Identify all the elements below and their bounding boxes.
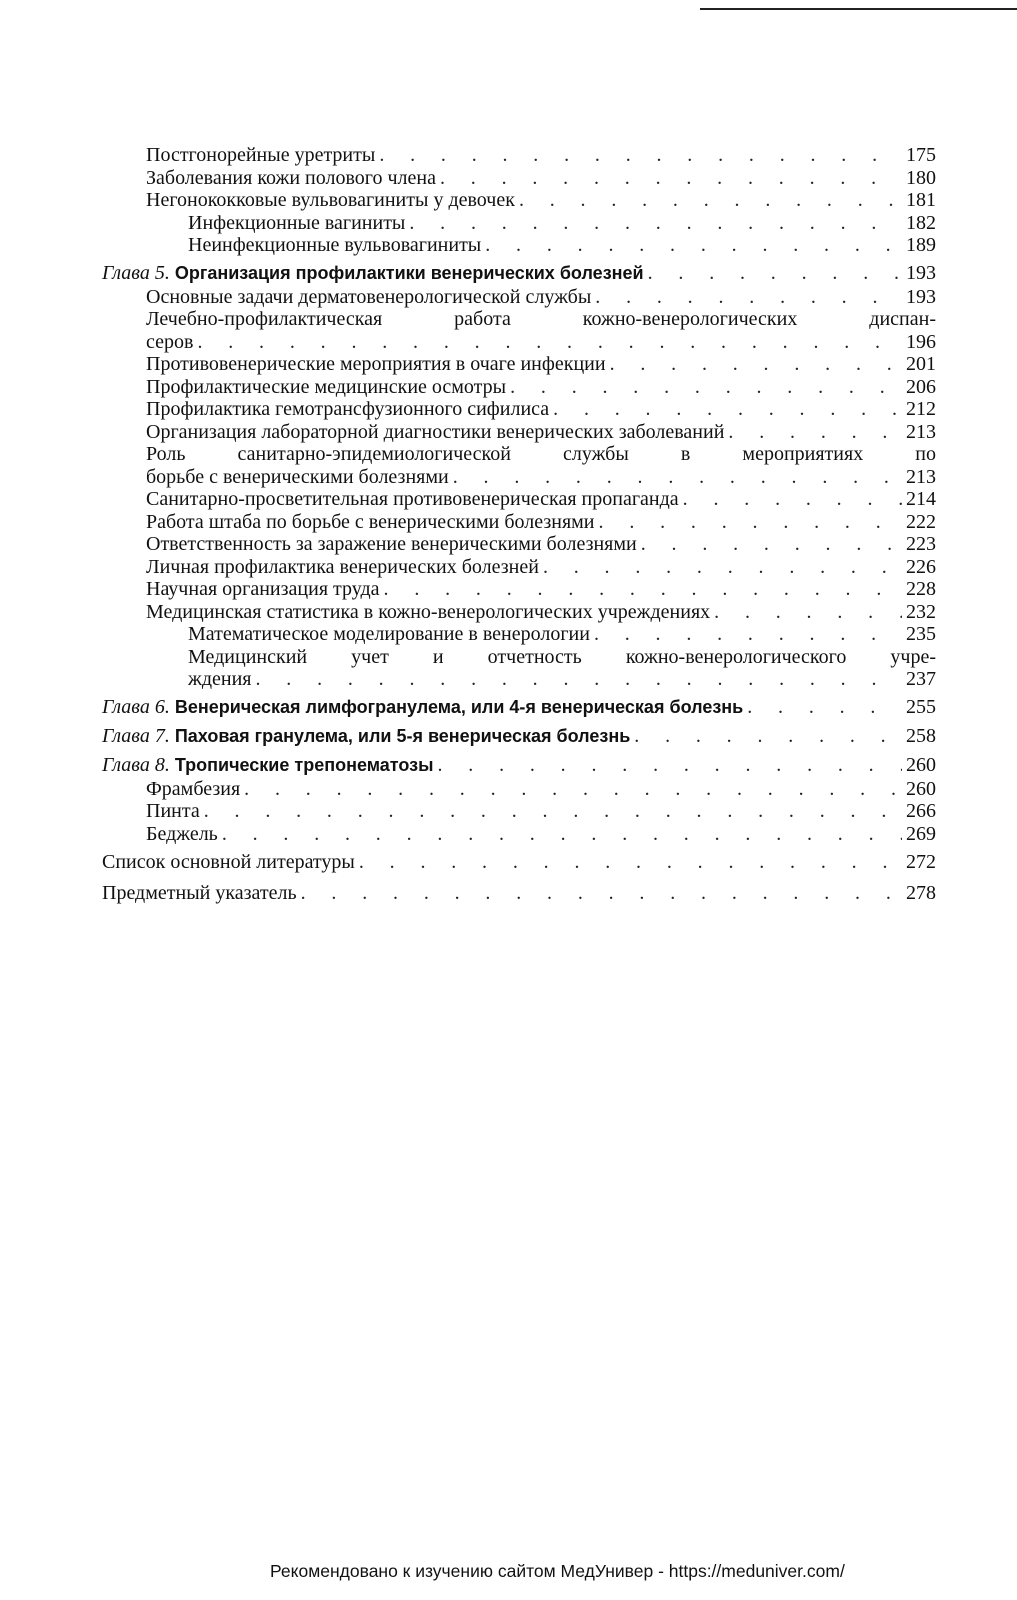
- toc-entry: [102, 167, 936, 190]
- dot-leader: [359, 849, 902, 876]
- table-of-contents: [102, 144, 936, 907]
- entry-title: Фрамбезия: [146, 777, 241, 800]
- toc-entry: [102, 578, 936, 601]
- entry-title: Ответственность за заражение венерическими болезнями: [146, 533, 637, 555]
- entry-title: Противовенерические мероприятия в очаге инфекции: [146, 353, 606, 375]
- toc-entry: [102, 189, 936, 212]
- entry-title: Беджель: [146, 822, 218, 845]
- page-number: 222: [906, 510, 936, 533]
- chapter-label: Глава 5.: [102, 261, 170, 284]
- chapter-label: Глава 8.: [102, 753, 170, 776]
- page-number: 228: [906, 578, 936, 600]
- toc-entry: [102, 353, 936, 376]
- dot-leader: [384, 578, 902, 601]
- page-number: 260: [906, 753, 936, 776]
- dot-leader: [599, 511, 902, 534]
- entry-title: Основные задачи дерматовенерологической службы: [146, 285, 592, 308]
- toc-entry: [102, 234, 936, 257]
- dot-leader: [553, 398, 902, 421]
- toc-entry: [102, 556, 936, 579]
- toc-entry: [102, 212, 936, 235]
- chapter-title: Паховая гранулема, или 5-я венерическая болезнь: [174, 725, 631, 746]
- dot-leader: [683, 488, 902, 511]
- toc-entry: [102, 601, 936, 624]
- page-number: 189: [906, 234, 936, 256]
- entry-title-line2: серов: [146, 330, 194, 353]
- dot-leader: [437, 753, 902, 778]
- page-number: 175: [906, 144, 936, 166]
- page-number: 182: [906, 211, 936, 234]
- page-number: 223: [906, 533, 936, 555]
- page-number: 196: [906, 330, 936, 353]
- toc-back-matter: [102, 849, 936, 876]
- dot-leader: [728, 421, 902, 444]
- dot-leader: [485, 234, 902, 257]
- page-number: 237: [906, 668, 936, 690]
- toc-chapter: [102, 753, 936, 778]
- page-number: 260: [906, 777, 936, 800]
- toc-entry: [102, 623, 936, 646]
- dot-leader: [222, 823, 902, 846]
- dot-leader: [197, 331, 902, 354]
- page-number: 235: [906, 623, 936, 645]
- entry-title: Организация лабораторной диагностики венерических заболеваний: [146, 420, 725, 443]
- footer-note: Рекомендовано к изучению сайтом МедУнивер - https://meduniver.com/: [270, 1561, 845, 1581]
- entry-title: Профилактические медицинские осмотры: [146, 375, 507, 398]
- entry-title: Научная организация труда: [146, 578, 380, 600]
- page-number: 258: [906, 724, 936, 747]
- toc-entry: [102, 443, 936, 488]
- entry-title: Работа штаба по борьбе с венерическими болезнями: [146, 510, 595, 533]
- toc-entry: [102, 533, 936, 556]
- dot-leader: [648, 261, 902, 286]
- page-number: 278: [906, 882, 936, 904]
- entry-title: Неинфекционные вульвовагиниты: [188, 234, 482, 256]
- page-number: 226: [906, 555, 936, 578]
- entry-title: Санитарно-просветительная противовенерическая пропаганда: [146, 488, 679, 510]
- toc-entry: [102, 398, 936, 421]
- page-number: 201: [906, 353, 936, 375]
- entry-title-line1: Роль санитарно-эпидемиологической службы в мероприятиях по: [146, 443, 936, 465]
- dot-leader: [594, 623, 902, 646]
- dot-leader: [510, 376, 902, 399]
- entry-title: Негонококковые вульвовагиниты у девочек: [146, 189, 515, 211]
- dot-leader: [379, 144, 902, 167]
- entry-title-line1: Медицинский учет и отчетность кожно-венерологического учре-: [188, 645, 936, 668]
- chapter-title: Организация профилактики венерических болезней: [174, 262, 644, 283]
- dot-leader: [409, 212, 902, 235]
- top-rule: [700, 8, 1017, 10]
- dot-leader: [453, 466, 902, 489]
- toc-entry: [102, 800, 936, 823]
- dot-leader: [440, 167, 902, 190]
- dot-leader: [641, 533, 902, 556]
- page-number: 255: [906, 695, 936, 718]
- toc-entry: [102, 488, 936, 511]
- toc-back-matter: [102, 880, 936, 907]
- chapter-title: Тропические трепонематозы: [174, 754, 434, 775]
- dot-leader: [634, 724, 902, 749]
- page-number: 272: [906, 851, 936, 873]
- entry-title: Заболевания кожи полового члена: [146, 166, 436, 189]
- dot-leader: [255, 668, 902, 691]
- toc-entry: [102, 778, 936, 801]
- entry-title: Профилактика гемотрансфузионного сифилиса: [146, 398, 550, 420]
- dot-leader: [244, 778, 902, 801]
- entry-title: Математическое моделирование в венерологии: [188, 623, 590, 645]
- page-number: 266: [906, 800, 936, 822]
- page-number: 214: [906, 488, 936, 510]
- dot-leader: [301, 880, 902, 907]
- page-number: 269: [906, 822, 936, 845]
- dot-leader: [714, 601, 902, 624]
- toc-entry: [102, 421, 936, 444]
- toc-entry: [102, 286, 936, 309]
- dot-leader: [610, 353, 902, 376]
- toc-entry: [102, 823, 936, 846]
- chapter-label: Глава 6.: [102, 695, 170, 718]
- entry-title-line2: ждения: [188, 668, 252, 690]
- page-number: 212: [906, 398, 936, 420]
- toc-entry: [102, 144, 936, 167]
- page-number: 206: [906, 375, 936, 398]
- toc-entry: [102, 308, 936, 353]
- toc-chapter: [102, 261, 936, 286]
- dot-leader: [543, 556, 902, 579]
- entry-title: Личная профилактика венерических болезней: [146, 555, 539, 578]
- entry-title: Постгонорейные уретриты: [146, 144, 376, 166]
- toc-chapter: [102, 724, 936, 749]
- entry-title: Пинта: [146, 800, 200, 822]
- toc-entry: [102, 376, 936, 399]
- toc-entry: [102, 511, 936, 534]
- entry-title-line1: Лечебно-профилактическая работа кожно-венерологических диспан-: [146, 308, 936, 330]
- entry-title-line2: борьбе с венерическими болезнями: [146, 465, 449, 488]
- dot-leader: [204, 800, 902, 823]
- page-number: 193: [906, 261, 936, 284]
- dot-leader: [595, 286, 902, 309]
- page-number: 180: [906, 166, 936, 189]
- page-number: 232: [906, 600, 936, 623]
- page-number: 213: [906, 420, 936, 443]
- toc-entry: [102, 646, 936, 691]
- dot-leader: [519, 189, 902, 212]
- toc-chapter: [102, 695, 936, 720]
- chapter-title: Венерическая лимфогранулема, или 4-я венерическая болезнь: [174, 696, 744, 717]
- entry-title: Список основной литературы: [102, 851, 355, 873]
- entry-title: Предметный указатель: [102, 882, 297, 904]
- dot-leader: [747, 695, 902, 720]
- page-number: 193: [906, 285, 936, 308]
- entry-title: Инфекционные вагиниты: [188, 211, 406, 234]
- page-number: 213: [906, 465, 936, 488]
- chapter-label: Глава 7.: [102, 724, 170, 747]
- page-number: 181: [906, 189, 936, 211]
- entry-title: Медицинская статистика в кожно-венерологических учреждениях: [146, 600, 711, 623]
